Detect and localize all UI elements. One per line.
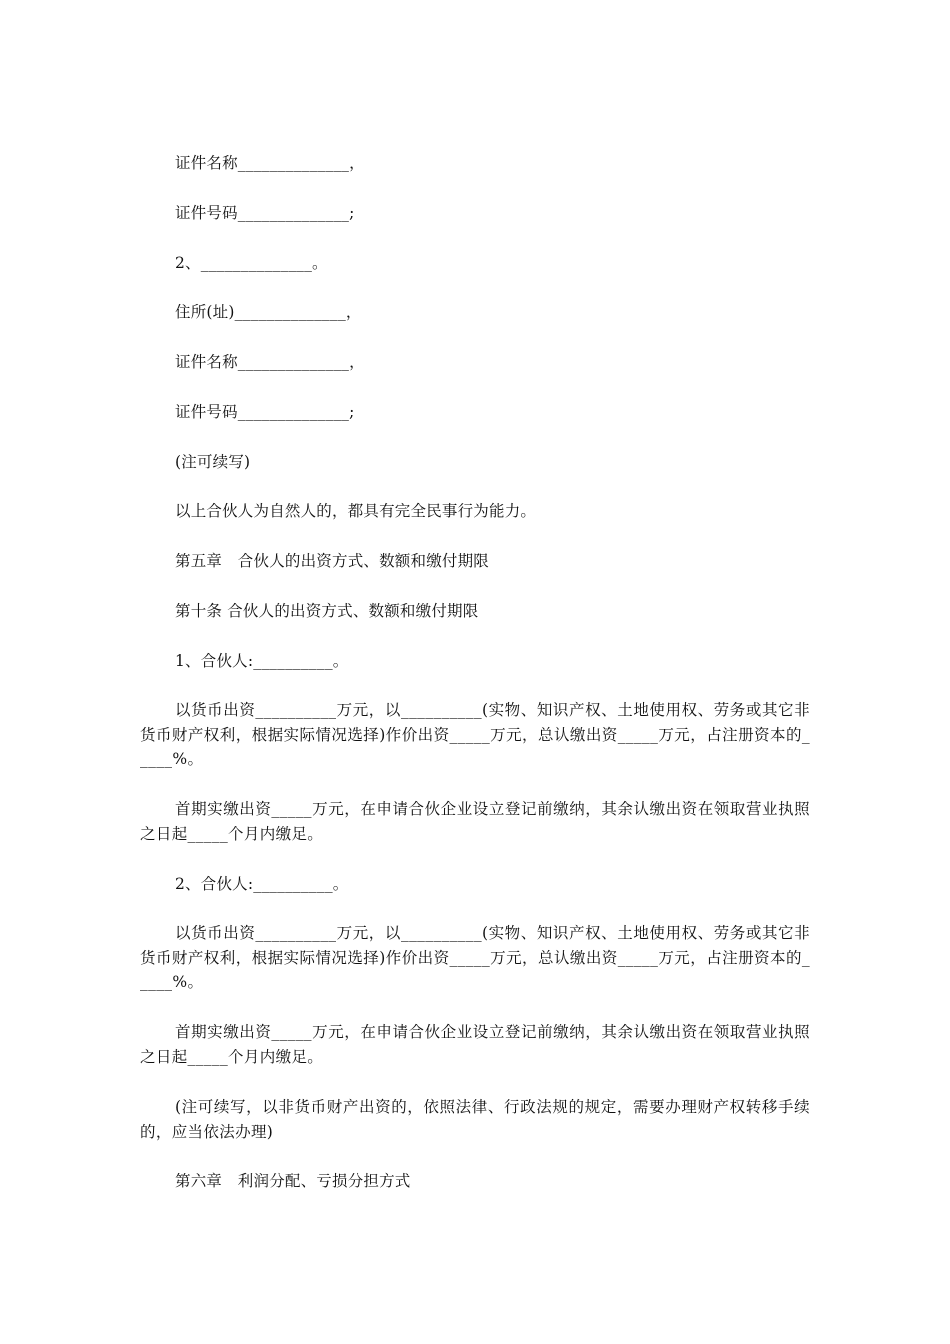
note-non-monetary: (注可续写，以非货币财产出资的，依照法律、行政法规的规定，需要办理财产权转移手续的，应当依法办理) — [140, 1098, 810, 1141]
certificate-number-line: 证件号码______________; — [175, 204, 355, 222]
partner-1-contribution-paragraph: 以货币出资__________万元，以__________(实物、知识产权、土地使用权、劳务或其它非货币财产权利，根据实际情况选择)作价出资_____万元，总认缴出资_____万元，占注册资本的_____%。 — [140, 701, 810, 768]
partner-2-payment-paragraph: 首期实缴出资_____万元，在申请合伙企业设立登记前缴纳，其余认缴出资在领取营业执照之日起_____个月内缴足。 — [140, 1023, 810, 1066]
certificate-number-line-2: 证件号码______________; — [175, 403, 355, 421]
address-line: 住所(址)______________， — [175, 303, 362, 321]
certificate-name-line-2: 证件名称______________， — [175, 353, 365, 371]
capacity-statement: 以上合伙人为自然人的，都具有完全民事行为能力。 — [175, 502, 537, 520]
article-10-heading: 第十条 合伙人的出资方式、数额和缴付期限 — [175, 602, 479, 620]
partner-2-line: 2、______________。 — [175, 254, 328, 272]
partner-2-contribution-paragraph: 以货币出资__________万元，以__________(实物、知识产权、土地使用权、劳务或其它非货币财产权利，根据实际情况选择)作价出资_____万元，总认缴出资_____万元，占注册资本的_____%。 — [140, 924, 810, 991]
chapter-5-heading: 第五章 合伙人的出资方式、数额和缴付期限 — [175, 552, 490, 570]
certificate-name-line: 证件名称______________， — [175, 154, 365, 172]
note-continue: (注可续写) — [175, 453, 251, 471]
partner-2-contribution-line: 2、合伙人:__________。 — [175, 875, 349, 893]
partner-1-payment-paragraph: 首期实缴出资_____万元，在申请合伙企业设立登记前缴纳，其余认缴出资在领取营业执照之日起_____个月内缴足。 — [140, 800, 810, 843]
partner-1-line: 1、合伙人:__________。 — [175, 652, 349, 670]
chapter-6-heading: 第六章 利润分配、亏损分担方式 — [175, 1172, 411, 1190]
